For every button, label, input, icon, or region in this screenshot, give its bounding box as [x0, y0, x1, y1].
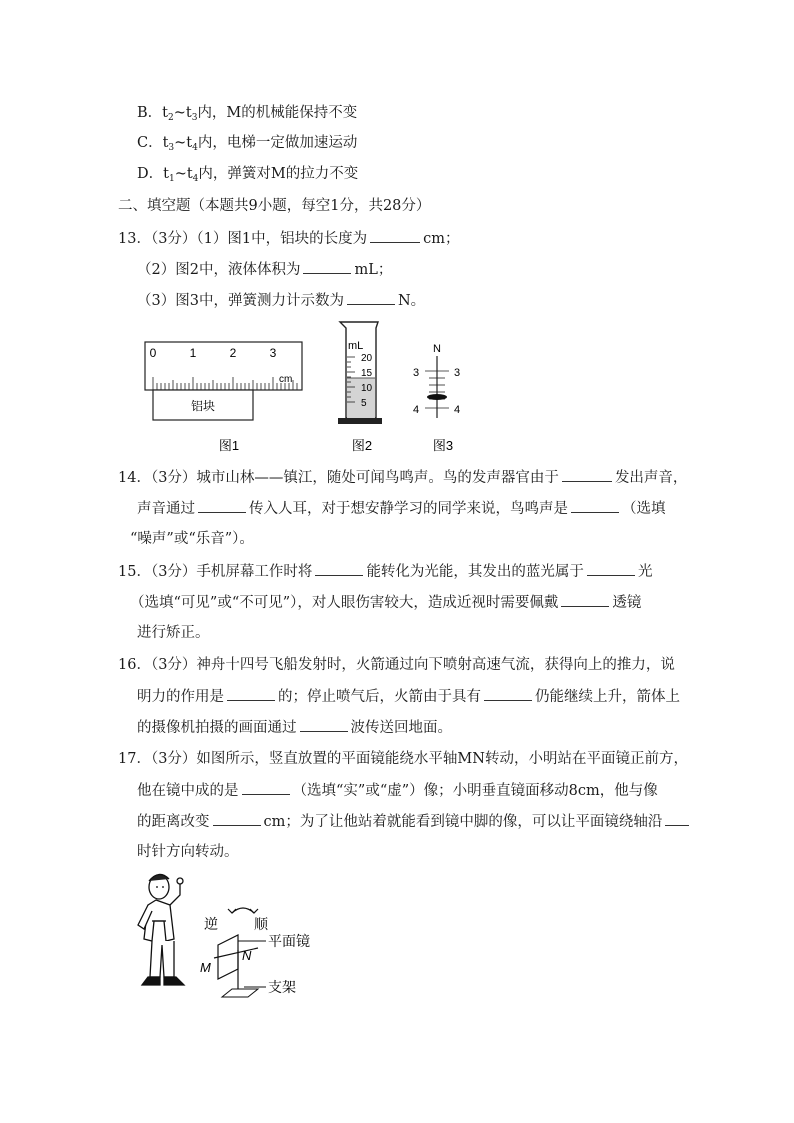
spring-unit: N: [433, 343, 441, 355]
q17-line2: 他在镜中成的是 （选填“实”或“虚”）像；小明垂直镜面移动8cm，他与像: [137, 780, 658, 801]
caption-fig2: 图2: [351, 438, 373, 453]
ruler-tick-0: 0: [149, 346, 157, 360]
spring-mark-3-right: 3: [454, 367, 461, 379]
q14-line2: 声音通过 传入人耳，对于想安静学习的同学来说，鸟鸣声是 （选填: [137, 498, 666, 519]
answer-blank[interactable]: [571, 498, 619, 513]
answer-blank[interactable]: [242, 780, 290, 795]
cylinder-unit: mL: [348, 340, 364, 352]
label-n: N: [242, 948, 252, 963]
answer-blank[interactable]: [665, 811, 689, 826]
answer-blank[interactable]: [227, 686, 275, 701]
q17-figure: [130, 865, 360, 1005]
answer-blank[interactable]: [562, 467, 612, 482]
label-stand: 支架: [268, 979, 296, 995]
answer-blank[interactable]: [315, 561, 363, 576]
boy-illustration: [138, 874, 184, 985]
spring-mark-3-left: 3: [413, 367, 420, 379]
label-mirror: 平面镜: [268, 933, 310, 949]
cylinder-mark-10: 10: [361, 383, 373, 394]
q13-figures: [0, 0, 794, 460]
q13-line2: （2）图2中，液体体积为 mL；: [137, 259, 392, 280]
spring-mark-4-left: 4: [413, 404, 420, 416]
cylinder-mark-20: 20: [361, 353, 373, 364]
q17-line4: 时针方向转动。: [137, 844, 239, 860]
q17-line1: 17．（3分）如图所示，竖直放置的平面镜能绕水平轴MN转动，小明站在平面镜正前方，: [118, 751, 688, 767]
ruler-tick-3: 3: [269, 346, 277, 360]
answer-blank[interactable]: [587, 561, 635, 576]
cylinder-base: [338, 418, 382, 424]
ruler-unit: cm: [279, 374, 293, 385]
spring-pointer: [427, 394, 447, 400]
answer-blank[interactable]: [300, 717, 348, 732]
option-b: B．$t_2\sim t_3$内，M的机械能保持不变: [137, 105, 358, 123]
answer-blank[interactable]: [213, 811, 261, 826]
q14-line1: 14．（3分）城市山林——镇江，随处可闻鸟鸣声。鸟的发声器官由于 发出声音，: [118, 467, 687, 488]
q16-line2: 明力的作用是 的；停止喷气后，火箭由于具有 仍能继续上升，箭体上: [137, 686, 680, 707]
q15-line1: 15．（3分）手机屏幕工作时将 能转化为光能，其发出的蓝光属于 光: [118, 561, 652, 582]
cylinder-mark-15: 15: [361, 368, 373, 379]
q13-line3: （3）图3中，弹簧测力计示数为 N。: [137, 290, 425, 311]
q16-line1: 16．（3分）神舟十四号飞船发射时，火箭通过向下喷射高速气流，获得向上的推力，说: [118, 657, 675, 673]
q17-line3: 的距离改变 cm；为了让他站着就能看到镜中脚的像，可以让平面镜绕轴沿: [137, 811, 692, 832]
q16-line3: 的摄像机拍摄的画面通过 波传送回地面。: [137, 717, 452, 738]
caption-fig1: 图1: [218, 438, 240, 453]
label-ccw: 逆: [204, 916, 218, 932]
label-cw: 顺: [254, 916, 268, 932]
ruler-tick-1: 1: [189, 346, 197, 360]
q14-line3: “噪声”或“乐音”）。: [130, 531, 254, 547]
q13-line1: 13．（3分）（1）图1中，铝块的长度为 cm；: [118, 228, 460, 249]
option-c: C．$t_3\sim t_4$内，电梯一定做加速运动: [137, 135, 358, 153]
option-d: D．$t_1\sim t_4$内，弹簧对M的拉力不变: [137, 166, 359, 184]
spring-mark-4-right: 4: [454, 404, 461, 416]
cylinder-mark-5: 5: [361, 398, 367, 409]
answer-blank[interactable]: [561, 592, 609, 607]
label-m: M: [200, 960, 211, 975]
answer-blank[interactable]: [484, 686, 532, 701]
ruler-tick-2: 2: [229, 346, 237, 360]
q15-line2: （选填“可见”或“不可见”），对人眼伤害较大，造成近视时需要佩戴 透镜: [130, 592, 641, 613]
q15-line3: 进行矫正。: [137, 625, 210, 641]
block-label: 铝块: [190, 399, 216, 413]
caption-fig3: 图3: [432, 438, 454, 453]
section-title: 二、填空题（本题共9小题，每空1分，共28分）: [118, 198, 431, 214]
answer-blank[interactable]: [198, 498, 246, 513]
